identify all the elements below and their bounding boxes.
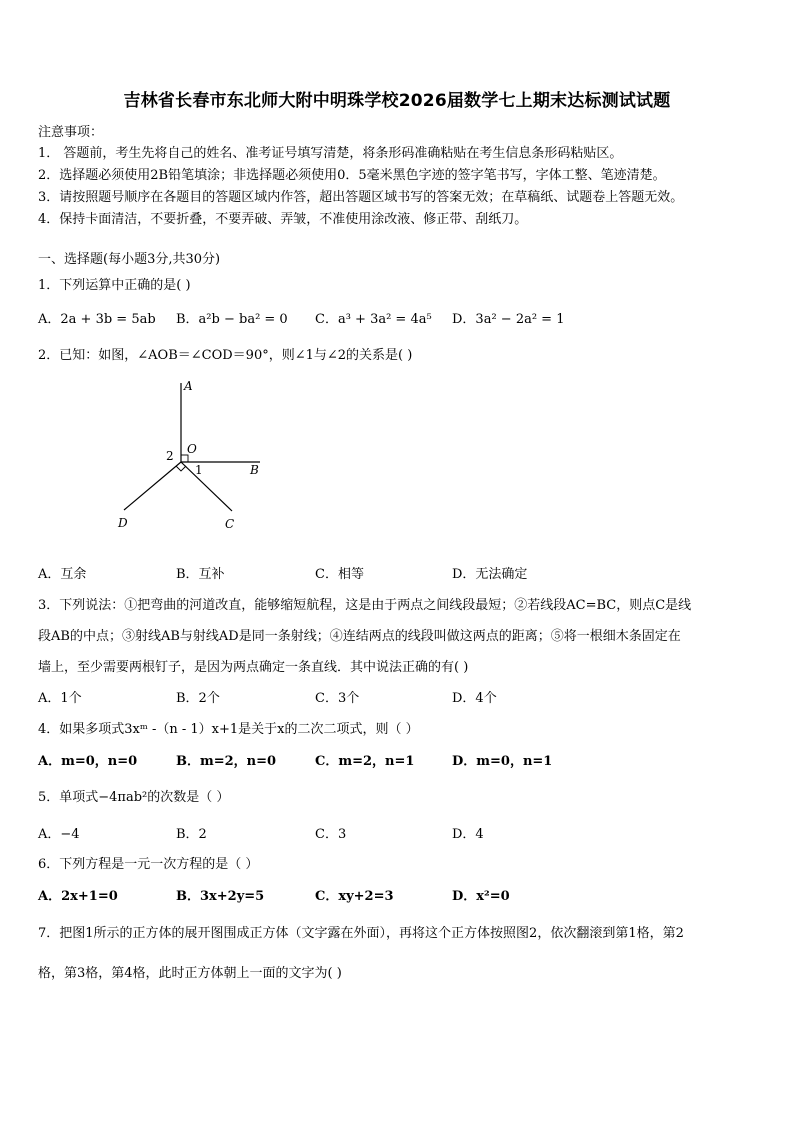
label-angle-1: 1 xyxy=(195,463,203,477)
q1-option-b: B．a²b − ba² = 0 xyxy=(176,312,288,327)
right-angle-mark-cod xyxy=(176,466,186,471)
q4-option-a: A．m=0，n=0 xyxy=(38,754,138,769)
label-b: B xyxy=(250,463,259,477)
q5-option-c: C．3 xyxy=(315,827,347,842)
q6-option-c: C．xy+2=3 xyxy=(315,889,394,904)
q3-option-b: B．2个 xyxy=(176,691,220,706)
label-angle-2: 2 xyxy=(166,449,174,463)
q1-option-d: D．3a² − 2a² = 1 xyxy=(452,312,565,327)
q1-option-c: C．a³ + 3a² = 4a⁵ xyxy=(315,312,432,327)
question-7-line-1: 7．把图1所示的正方体的展开图围成正方体（文字露在外面），再将这个正方体按照图2，依次翻滚到第1格，第2 xyxy=(38,926,684,941)
angle-figure xyxy=(110,378,280,538)
notice-item-2: 2．选择题必须使用2B铅笔填涂；非选择题必须使用0．5毫米黑色字迹的签字笔书写，字体工整、笔迹清楚。 xyxy=(38,168,666,183)
q5-option-b: B．2 xyxy=(176,827,207,842)
q6-option-b: B．3x+2y=5 xyxy=(176,889,265,904)
page-title: 吉林省长春市东北师大附中明珠学校2026届数学七上期末达标测试试题 xyxy=(123,91,671,111)
label-c: C xyxy=(225,517,235,531)
question-5-stem: 5．单项式−4πab²的次数是（ ） xyxy=(38,790,230,805)
question-6-stem: 6．下列方程是一元一次方程的是（ ） xyxy=(38,857,259,872)
question-7-line-2: 格，第3格，第4格，此时正方体朝上一面的文字为( ) xyxy=(38,966,342,981)
q4-option-b: B．m=2，n=0 xyxy=(176,754,277,769)
q2-option-a: A．互余 xyxy=(38,567,87,582)
q3-option-a: A．1个 xyxy=(38,691,82,706)
q3-option-d: D．4个 xyxy=(452,691,497,706)
q4-option-d: D．m=0，n=1 xyxy=(452,754,553,769)
q5-option-a: A．−4 xyxy=(38,827,80,842)
question-2-stem: 2．已知：如图，∠AOB＝∠COD＝90°，则∠1与∠2的关系是( ) xyxy=(38,348,413,363)
q2-option-d: D．无法确定 xyxy=(452,567,528,582)
label-a: A xyxy=(184,379,193,393)
q1-option-a: A．2a + 3b = 5ab xyxy=(38,312,156,327)
question-4-stem: 4．如果多项式3xᵐ -（n - 1）x+1是关于x的二次二项式，则（ ） xyxy=(38,722,419,737)
notice-item-4: 4．保持卡面清洁，不要折叠，不要弄破、弄皱，不准使用涂改液、修正带、刮纸刀。 xyxy=(38,212,528,227)
q2-option-b: B．互补 xyxy=(176,567,225,582)
question-3-line-2: 段AB的中点；③射线AB与射线AD是同一条射线；④连结两点的线段叫做这两点的距离；⑤将一根细木条固定在 xyxy=(38,629,681,644)
section-heading: 一、选择题(每小题3分,共30分) xyxy=(38,252,221,267)
question-3-line-3: 墙上，至少需要两根钉子，是因为两点确定一条直线．其中说法正确的有( ) xyxy=(38,660,469,675)
q6-option-a: A．2x+1=0 xyxy=(38,889,118,904)
label-d: D xyxy=(118,516,128,530)
q2-option-c: C．相等 xyxy=(315,567,364,582)
right-angle-mark xyxy=(181,455,188,462)
q6-option-d: D．x²=0 xyxy=(452,889,510,904)
question-3-line-1: 3．下列说法：①把弯曲的河道改直，能够缩短航程，这是由于两点之间线段最短；②若线段AC=BC，则点C是线 xyxy=(38,598,692,613)
notice-item-3: 3．请按照题号顺序在各题目的答题区域内作答，超出答题区域书写的答案无效；在草稿纸、试题卷上答题无效。 xyxy=(38,190,684,205)
q4-option-c: C．m=2，n=1 xyxy=(315,754,415,769)
question-1-stem: 1．下列运算中正确的是( ) xyxy=(38,278,191,293)
q3-option-c: C．3个 xyxy=(315,691,360,706)
notice-item-1: 1． 答题前，考生先将自己的姓名、准考证号填写清楚，将条形码准确粘贴在考生信息条形码粘贴区。 xyxy=(38,146,623,161)
q5-option-d: D．4 xyxy=(452,827,484,842)
label-o: O xyxy=(187,442,197,456)
notice-heading: 注意事项： xyxy=(38,125,104,140)
